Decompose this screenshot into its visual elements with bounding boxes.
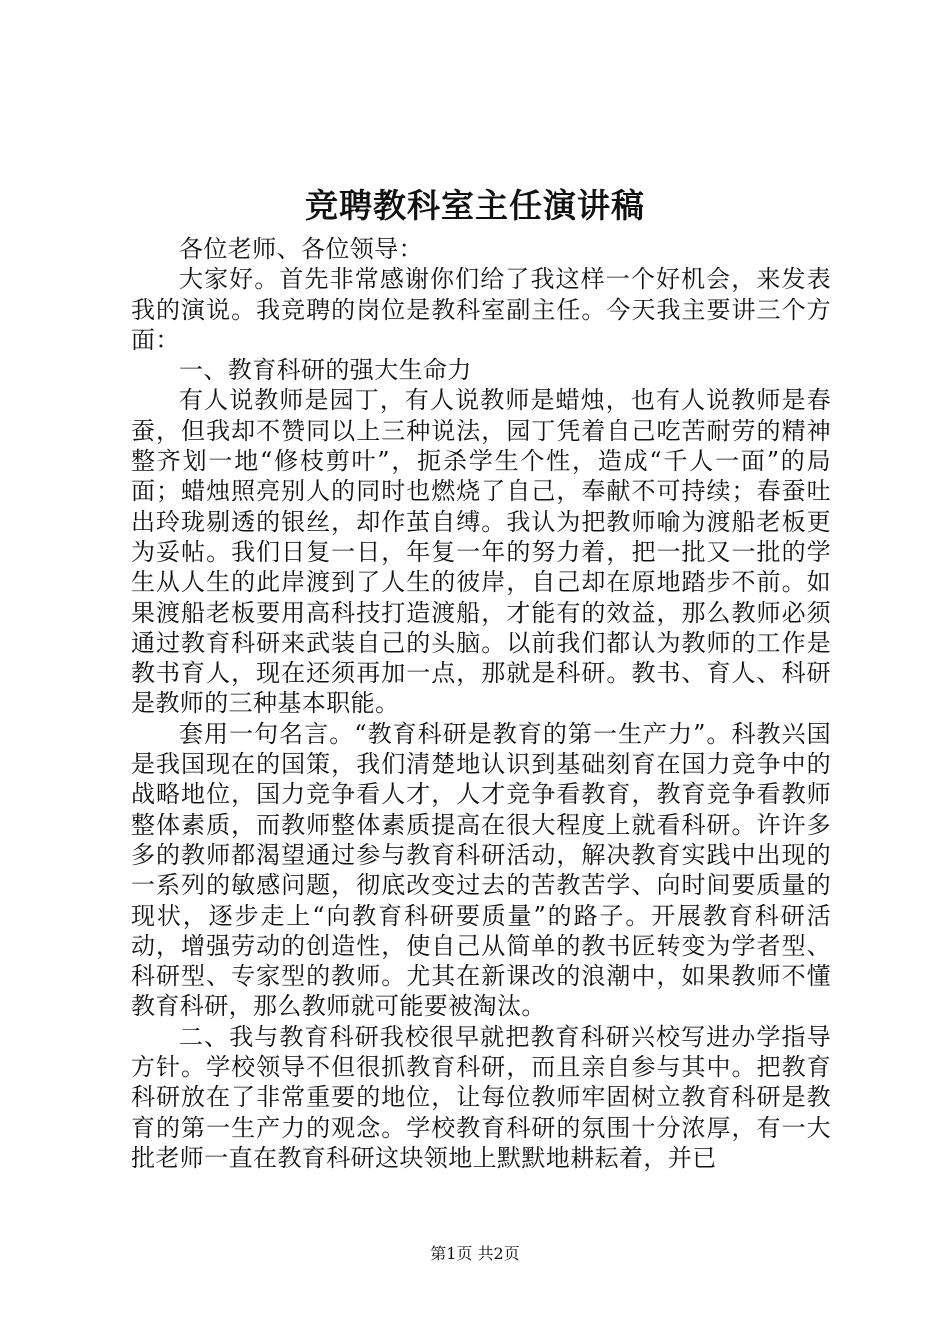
page-footer: 第1页 共2页	[430, 1244, 520, 1263]
paragraph-research-productivity: 套用一句名言。“教育科研是教育的第一生产力”。科教兴国是我国现在的国策，我们清楚地认识到基础刻育在国力竞争中的战略地位，国力竞争看人才，人才竞争看教育，教育竞争看教师整体素质，而教师整体素质提高在很大程度上就看科研。许许多多的教师都渴望通过参与教育科研活动，解决教育实践中出现的一系列的敏感问题，彻底改变过去的苦教苦学、向时间要质量的现状，逐步走上“向教育科研要质量”的路子。开展教育科研活动，增强劳动的创造性，使自己从简单的教书匠转变为学者型、科研型、专家型的教师。尤其在新课改的浪潮中，如果教师不懂教育科研，那么教师就可能要被淘汰。	[131, 719, 831, 1021]
paragraph-heading-1: 一、教育科研的强大生命力	[179, 356, 472, 385]
paragraph-greeting: 大家好。首先非常感谢你们给了我这样一个好机会，来发表我的演说。我竞聘的岗位是教科室副主任。今天我主要讲三个方面：	[131, 265, 831, 354]
document-body	[131, 234, 831, 1173]
document-title: 竞聘教科室主任演讲稿	[305, 186, 645, 225]
paragraph-teacher-metaphor: 有人说教师是园丁，有人说教师是蜡烛，也有人说教师是春蚕，但我却不赞同以上三种说法，园丁凭着自己吃苦耐劳的精神整齐划一地“修枝剪叶”，扼杀学生个性，造成“千人一面”的局面；蜡烛照亮别人的同时也燃烧了自己，奉献不可持续；春蚕吐出玲珑剔透的银丝，却作茧自缚。我认为把教师喻为渡船老板更为妥帖。我们日复一日，年复一年的努力着，把一批又一批的学生从人生的此岸渡到了人生的彼岸，自己却在原地踏步不前。如果渡船老板要用高科技打造渡船，才能有的效益，那么教师必须通过教育科研来武装自己的头脑。以前我们都认为教师的工作是教书育人，现在还须再加一点，那就是科研。教书、育人、科研是教师的三种基本职能。	[131, 386, 831, 718]
paragraph-salutation: 各位老师、各位领导：	[179, 235, 423, 263]
paragraph-heading-2: 二、我与教育科研我校很早就把教育科研兴校写进办学指导方针。学校领导不但很抓教育科研，而且亲自参与其中。把教育科研放在了非常重要的地位，让每位教师牢固树立教育科研是教育的第一生产力的观念。学校教育科研的氛围十分浓厚，有一大批老师一直在教育科研这块领地上默默地耕耘着，并已	[131, 1022, 831, 1172]
